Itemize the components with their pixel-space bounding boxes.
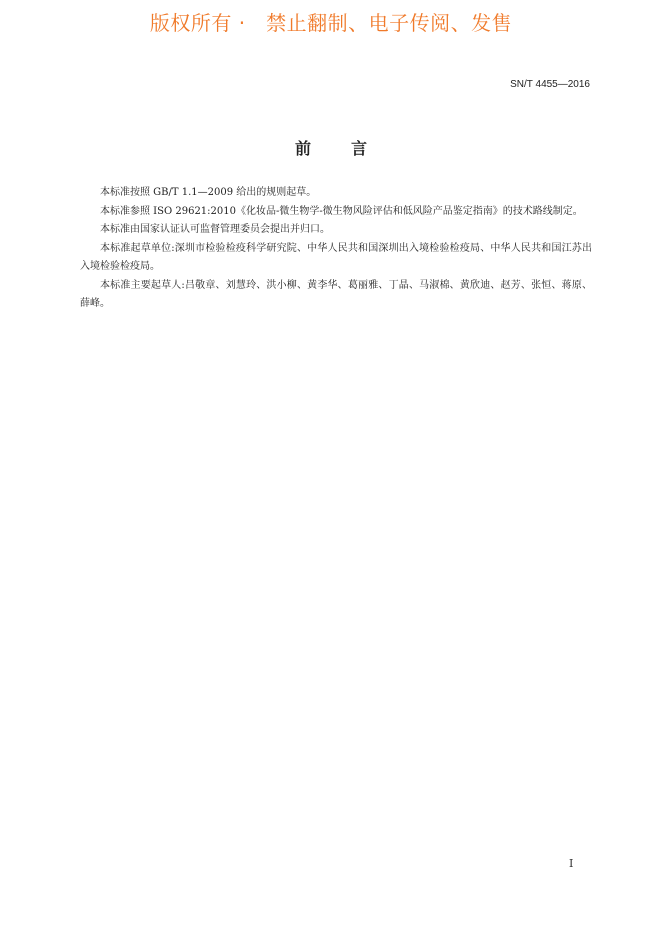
paragraph-proposer: 本标准由国家认证认可监督管理委员会提出并归口。 bbox=[100, 224, 330, 235]
paragraph-drafting-units: 本标准起草单位:深圳市检验检疫科学研究院、中华人民共和国深圳出入境检验检疫局、中华人民共和国江苏出入境检验检疫局。 bbox=[80, 242, 592, 272]
foreword-body bbox=[80, 184, 592, 314]
page-number: I bbox=[569, 857, 574, 870]
paragraph-drafting-rules: 本标准按照 GB/T 1.1—2009 给出的规则起草。 bbox=[100, 187, 317, 198]
paragraph-drafters: 本标准主要起草人:吕敬章、刘慧玲、洪小柳、黄李华、葛丽雅、丁晶、马淑棉、黄欣迪、赵芳、张恒、蒋原、薛峰。 bbox=[80, 279, 592, 309]
page-title: 前言 bbox=[294, 139, 407, 158]
standard-code: SN/T 4455—2016 bbox=[510, 79, 590, 90]
copyright-watermark: 版权所有 · 禁止翻制、电子传阅、发售 bbox=[149, 11, 513, 35]
paragraph-reference-standard: 本标准参照 ISO 29621:2010《化妆品-微生物学-微生物风险评估和低风险产品鉴定指南》的技术路线制定。 bbox=[100, 205, 583, 217]
